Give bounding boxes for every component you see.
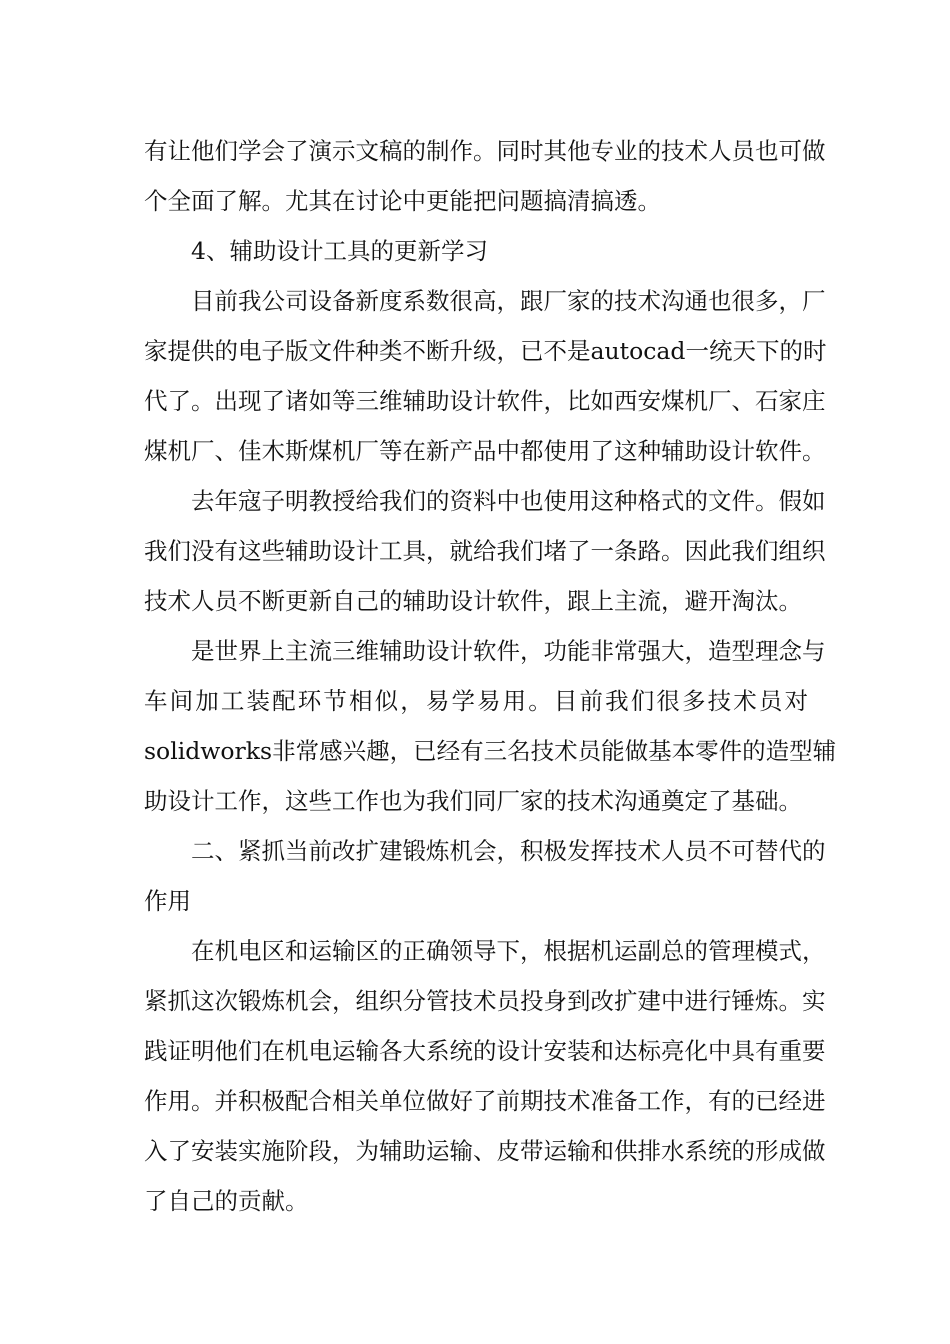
- text-line: solidworks非常感兴趣，已经有三名技术员能做基本零件的造型辅: [144, 737, 837, 765]
- paragraph-first-line: 目前我公司设备新度系数很高，跟厂家的技术沟通也很多，厂: [191, 287, 826, 315]
- section-heading-continued: 作用: [144, 887, 191, 915]
- text-line: 有让他们学会了演示文稿的制作。同时其他专业的技术人员也可做: [144, 137, 826, 165]
- text-line: 车间加工装配环节相似，易学易用。目前我们很多技术员对: [144, 687, 808, 715]
- paragraph-first-line: 在机电区和运输区的正确领导下，根据机运副总的管理模式，: [191, 937, 826, 965]
- section-heading: 二、紧抓当前改扩建锻炼机会，积极发挥技术人员不可替代的: [191, 837, 826, 865]
- text-line: 我们没有这些辅助设计工具，就给我们堵了一条路。因此我们组织: [144, 537, 826, 565]
- text-line: 代了。出现了诸如等三维辅助设计软件，比如西安煤机厂、石家庄: [144, 387, 826, 415]
- paragraph-first-line: 去年寇子明教授给我们的资料中也使用这种格式的文件。假如: [191, 487, 826, 515]
- text-line: 入了安装实施阶段，为辅助运输、皮带运输和供排水系统的形成做: [144, 1137, 826, 1165]
- text-line: 助设计工作，这些工作也为我们同厂家的技术沟通奠定了基础。: [144, 787, 802, 815]
- text-line: 紧抓这次锻炼机会，组织分管技术员投身到改扩建中进行锤炼。实: [144, 987, 826, 1015]
- document-body: [144, 126, 837, 1226]
- text-line: 煤机厂、佳木斯煤机厂等在新产品中都使用了这种辅助设计软件。: [144, 437, 826, 465]
- text-line: 了自己的贡献。: [144, 1187, 309, 1215]
- text-line: 家提供的电子版文件种类不断升级，已不是autocad一统天下的时: [144, 337, 827, 365]
- text-line: 技术人员不断更新自己的辅助设计软件，跟上主流，避开淘汰。: [144, 587, 802, 615]
- text-line: 践证明他们在机电运输各大系统的设计安装和达标亮化中具有重要: [144, 1037, 826, 1065]
- paragraph-first-line: 是世界上主流三维辅助设计软件，功能非常强大，造型理念与: [191, 637, 826, 665]
- section-heading: 4、辅助设计工具的更新学习: [191, 237, 488, 265]
- text-line: 个全面了解。尤其在讨论中更能把问题搞清搞透。: [144, 187, 661, 215]
- text-line: 作用。并积极配合相关单位做好了前期技术准备工作，有的已经进: [144, 1087, 826, 1115]
